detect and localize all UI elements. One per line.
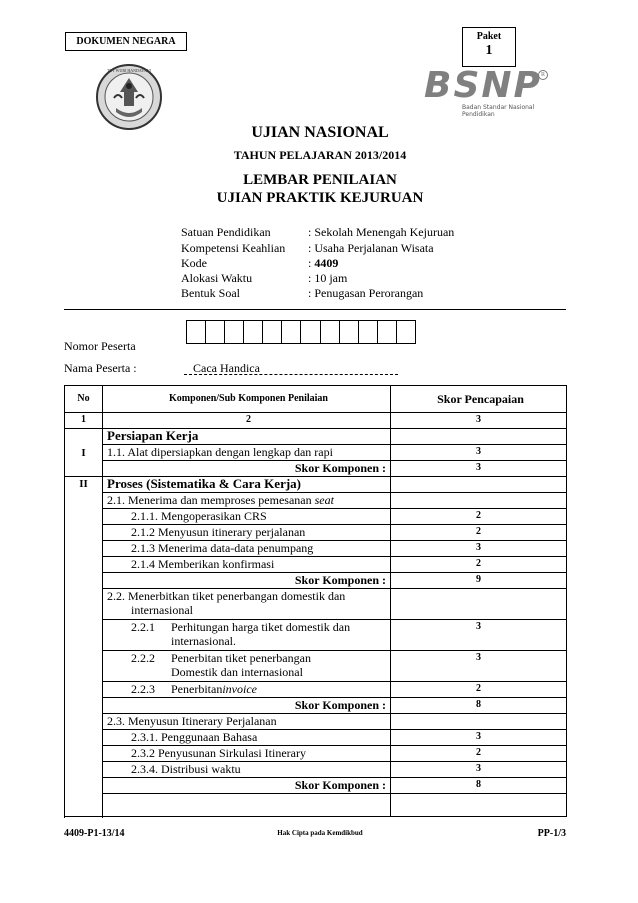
- table-row: [65, 746, 567, 762]
- group-heading-text: 2.1. Menerima dan memproses pemesanan: [107, 493, 315, 507]
- crest-text: TUT WURI HANDAYANI: [107, 68, 151, 73]
- group-heading-line2: internasional: [131, 603, 193, 617]
- table-row: [65, 589, 567, 620]
- skor-komponen-value: 8: [391, 698, 567, 714]
- empty-cell: [391, 589, 567, 620]
- empty-cell: [391, 714, 567, 730]
- group-heading: 2.3. Menyusun Itinerary Perjalanan: [103, 714, 391, 730]
- empty-cell: [391, 493, 567, 509]
- bsnp-caption: Badan Standar Nasional Pendidikan: [462, 104, 535, 118]
- empty-cell: [391, 477, 567, 493]
- item-score: 2: [391, 682, 567, 698]
- info-value-alokasi: : 10 jam: [308, 271, 348, 285]
- item-text: [103, 620, 391, 651]
- digit-box[interactable]: [359, 321, 378, 343]
- footer-page: PP-1/3: [537, 828, 566, 839]
- bsnp-logo-text: BSNP: [424, 65, 542, 106]
- item-line1: Penerbitan tiket penerbangan: [171, 651, 311, 665]
- item-score: 3: [391, 445, 567, 461]
- item-score: 2: [391, 509, 567, 525]
- paket-label: Paket: [476, 31, 502, 42]
- table-row: [65, 445, 567, 461]
- title-sub1: LEMBAR PENILAIAN: [243, 172, 397, 188]
- table-row: [65, 762, 567, 778]
- digit-box[interactable]: [244, 321, 263, 343]
- item-text: [103, 651, 391, 682]
- item-line1: Perhitungan harga tiket domestik dan: [171, 620, 351, 634]
- item-italic: invoice: [222, 682, 257, 696]
- item-text: 2.3.4. Distribusi waktu: [103, 762, 391, 778]
- digit-box[interactable]: [378, 321, 397, 343]
- item-text: 2.1.1. Mengoperasikan CRS: [103, 509, 391, 525]
- item-number: 2.2.3: [131, 682, 155, 696]
- item-text: [103, 682, 391, 698]
- item-line2: internasional.: [171, 634, 236, 648]
- item-score: 2: [391, 525, 567, 541]
- info-label-satuan: Satuan Pendidikan: [181, 225, 271, 239]
- footer-copyright: Hak Cipta pada Kemdikbud: [277, 829, 363, 837]
- footer-code: 4409-P1-13/14: [64, 828, 125, 839]
- skor-komponen-value: 3: [391, 461, 567, 477]
- item-score: 3: [391, 651, 567, 682]
- item-text: 2.1.2 Menyusun itinerary perjalanan: [103, 525, 391, 541]
- info-value-kode-number: 4409: [314, 256, 339, 270]
- header-component: Komponen/Sub Komponen Penilaian: [103, 386, 391, 413]
- table-row: [65, 714, 567, 730]
- item-line2: Domestik dan internasional: [171, 665, 303, 679]
- table-row: [65, 651, 567, 682]
- colnum-score: 3: [391, 413, 567, 429]
- tut-wuri-handayani-logo: [94, 62, 164, 132]
- title-year: TAHUN PELAJARAN 2013/2014: [233, 148, 407, 162]
- item-score: 2: [391, 557, 567, 573]
- table-row: [65, 413, 567, 429]
- info-label-kompetensi: Kompetensi Keahlian: [181, 241, 286, 255]
- item-number: 2.2.2: [131, 651, 155, 665]
- group-heading-line1: 2.2. Menerbitkan tiket penerbangan domestik dan: [107, 589, 346, 603]
- document-label: DOKUMEN NEGARA: [65, 32, 187, 51]
- item-text: 2.3.1. Penggunaan Bahasa: [103, 730, 391, 746]
- item-text: 1.1. Alat dipersiapkan dengan lengkap dan rapi: [103, 445, 391, 461]
- skor-komponen-label: Skor Komponen :: [103, 698, 391, 714]
- bsnp-logo: [424, 65, 550, 118]
- table-row: [65, 477, 567, 493]
- info-label-kode: Kode: [181, 256, 207, 270]
- paket-number: 1: [485, 43, 493, 58]
- group-heading: [103, 493, 391, 509]
- digit-box[interactable]: [321, 321, 340, 343]
- table-row: [65, 794, 567, 817]
- info-value-satuan: : Sekolah Menengah Kejuruan: [308, 225, 455, 239]
- nama-peserta-value: Caca Handica: [193, 361, 260, 375]
- section-title: Proses (Sistematika & Cara Kerja): [103, 477, 391, 493]
- item-score: 3: [391, 762, 567, 778]
- info-value-kompetensi: : Usaha Perjalanan Wisata: [308, 241, 434, 255]
- table-row: [65, 620, 567, 651]
- item-score: 3: [391, 541, 567, 557]
- empty-cell: [391, 794, 567, 817]
- score-table: [64, 385, 567, 817]
- table-row: [65, 429, 567, 445]
- table-row: [65, 778, 567, 794]
- table-header-row: [65, 386, 567, 413]
- bsnp-registered-icon: R: [538, 70, 548, 80]
- table-row: [65, 461, 567, 477]
- digit-box[interactable]: [397, 321, 415, 343]
- item-text: 2.1.4 Memberikan konfirmasi: [103, 557, 391, 573]
- nomor-peserta-label: Nomor Peserta: [64, 339, 136, 353]
- table-row: [65, 557, 567, 573]
- header-divider: [64, 309, 566, 310]
- info-value-kode: [308, 256, 338, 271]
- header-no: No: [65, 386, 103, 413]
- group-heading-italic: seat: [314, 493, 334, 507]
- item-text: 2.1.3 Menerima data-data penumpang: [103, 541, 391, 557]
- title-sub2: UJIAN PRAKTIK KEJURUAN: [216, 190, 424, 206]
- table-row: [65, 541, 567, 557]
- group-heading: [103, 589, 391, 620]
- skor-komponen-label: Skor Komponen :: [103, 778, 391, 794]
- info-label-bentuk: Bentuk Soal: [181, 286, 240, 300]
- table-row: [65, 730, 567, 746]
- digit-box[interactable]: [187, 321, 206, 343]
- section-no: II: [65, 477, 103, 817]
- section-no: I: [65, 429, 103, 477]
- digit-box[interactable]: [340, 321, 359, 343]
- digit-box[interactable]: [282, 321, 301, 343]
- digit-box[interactable]: [263, 321, 282, 343]
- nomor-peserta-boxes[interactable]: [186, 320, 416, 344]
- header-score: Skor Pencapaian: [391, 386, 567, 413]
- title-main: UJIAN NASIONAL: [251, 124, 389, 141]
- digit-box[interactable]: [301, 321, 320, 343]
- nama-peserta-label: Nama Peserta :: [64, 361, 137, 375]
- table-row: [65, 493, 567, 509]
- skor-komponen-label: Skor Komponen :: [103, 573, 391, 589]
- nama-peserta-field[interactable]: [184, 361, 398, 375]
- info-label-alokasi: Alokasi Waktu: [181, 271, 253, 285]
- table-row: [65, 682, 567, 698]
- skor-komponen-value: 9: [391, 573, 567, 589]
- table-row: [65, 698, 567, 714]
- digit-box[interactable]: [206, 321, 225, 343]
- item-line1: Penerbitan: [171, 682, 223, 696]
- item-text: 2.3.2 Penyusunan Sirkulasi Itinerary: [103, 746, 391, 762]
- table-row: [65, 525, 567, 541]
- info-value-bentuk: : Penugasan Perorangan: [308, 286, 424, 300]
- digit-box[interactable]: [225, 321, 244, 343]
- colnum-component: 2: [103, 413, 391, 429]
- colnum-no: 1: [65, 413, 103, 429]
- skor-komponen-value: 8: [391, 778, 567, 794]
- skor-komponen-label: Skor Komponen :: [103, 461, 391, 477]
- empty-cell: [103, 794, 391, 817]
- info-value-kode-prefix: :: [308, 256, 315, 270]
- table-row: [65, 509, 567, 525]
- item-number: 2.2.1: [131, 620, 155, 634]
- section-title: Persiapan Kerja: [103, 429, 391, 445]
- item-score: 2: [391, 746, 567, 762]
- empty-cell: [391, 429, 567, 445]
- table-row: [65, 573, 567, 589]
- item-score: 3: [391, 620, 567, 651]
- item-score: 3: [391, 730, 567, 746]
- paket-box: [462, 27, 516, 67]
